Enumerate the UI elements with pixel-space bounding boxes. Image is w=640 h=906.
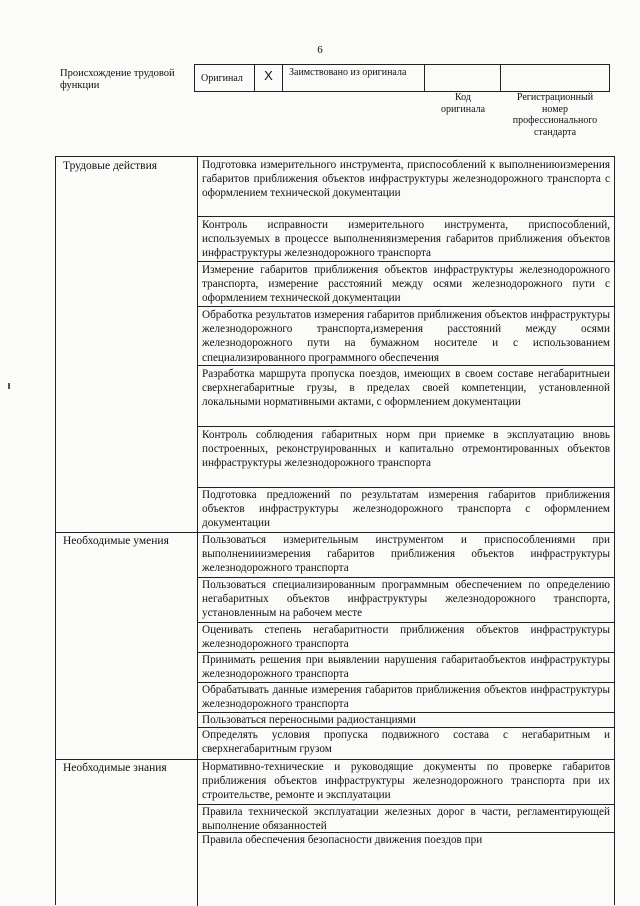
table-cell: Подготовка измерительного инструмента, приспособлений к выполнениюизмерения габаритов приближения объектов инфраструктуры железнодорожного транспорта с оформлением технической документации xyxy=(202,159,610,200)
row-divider xyxy=(198,216,614,217)
table-cell: Контроль соблюдения габаритных норм при приемке в эксплуатацию вновь построенных, реконструированных и капитально отремонтированных объектов инфраструктуры железнодорожного транспорта xyxy=(202,429,610,470)
table-cell: Пользоваться измерительным инструментом и приспособлениями при выполненииизмерения габаритов приближения объектов инфраструктуры железнодорожного транспорта xyxy=(202,534,610,575)
table-cell: Подготовка предложений по результатам измерения габаритов приближения объектов инфраструктуры железнодорожного транспорта с оформлением документации xyxy=(202,489,610,530)
table-cell: Определять условия пропуска подвижного состава с негабаритным и сверхнегабаритным грузом xyxy=(202,729,610,756)
scan-mark xyxy=(8,383,10,389)
origin-box xyxy=(194,64,610,92)
code-label: Код оригинала xyxy=(440,92,486,115)
table-cell: Пользоваться специализированным программным обеспечением по определению негабаритных объектов инфраструктуры железнодорожного транспорта, установленным на рабочем месте xyxy=(202,579,610,620)
origin-label: Происхождение трудовой функции xyxy=(60,68,175,91)
row-divider xyxy=(198,306,614,307)
table-cell: Измерение габаритов приближения объектов инфраструктуры железнодорожного транспорта, измерение расстояний между осями железнодорожного пути с оформлением технической документации xyxy=(202,264,610,305)
row-divider xyxy=(198,261,614,262)
borrowed-label: Заимствовано из оригинала xyxy=(283,65,425,91)
section-label: Необходимые умения xyxy=(63,535,169,547)
table-cell: Пользоваться переносными радиостанциями xyxy=(202,714,416,726)
functions-table xyxy=(55,156,615,905)
row-divider xyxy=(198,426,614,427)
code-cell xyxy=(425,65,501,91)
page-number: 6 xyxy=(317,44,323,56)
row-divider xyxy=(198,365,614,366)
table-cell: Нормативно-технические и руководящие документы по проверке габаритов приближения объектов инфраструктуры железнодорожного транспорта при их строительстве, ремонте и эксплуатации xyxy=(202,761,610,802)
original-label: Оригинал xyxy=(195,65,255,91)
table-cell: Контроль исправности измерительного инструмента, приспособлений, используемых в процессе выполненияизмерения габаритов приближения объектов инфраструктуры железнодорожного транспорта xyxy=(202,219,610,260)
table-cell: Правила обеспечения безопасности движения поездов при xyxy=(202,834,483,846)
table-cell: Оценивать степень негабаритности приближения объектов инфраструктуры железнодорожного транспорта xyxy=(202,624,610,651)
section-label: Необходимые знания xyxy=(63,762,167,774)
table-cell: Обработка результатов измерения габаритов приближения объектов инфраструктуры железнодорожного транспорта,измерения расстояний между осями железнодорожного пути на бумажном носителе и с использованием специализированного программного обеспечения xyxy=(202,309,610,364)
reg-number-label: Регистрационный номер профессионального стандарта xyxy=(512,92,598,138)
table-cell: Обрабатывать данные измерения габаритов приближения объектов инфраструктуры железнодорожного транспорта xyxy=(202,684,610,711)
table-cell: Принимать решения при выявлении нарушения габаритаобъектов инфраструктуры железнодорожного транспорта xyxy=(202,654,610,681)
table-cell: Разработка маршрута пропуска поездов, имеющих в своем составе негабаритныеи сверхнегабаритные грузы, в пределах своей компетенции, установленной локальными нормативными актами, с оформлением документации xyxy=(202,368,610,409)
table-cell: Правила технической эксплуатации железных дорог в части, регламентирующей выполнение обязанностей xyxy=(202,806,610,833)
original-mark: X xyxy=(255,65,283,91)
section-label: Трудовые действия xyxy=(63,160,158,172)
